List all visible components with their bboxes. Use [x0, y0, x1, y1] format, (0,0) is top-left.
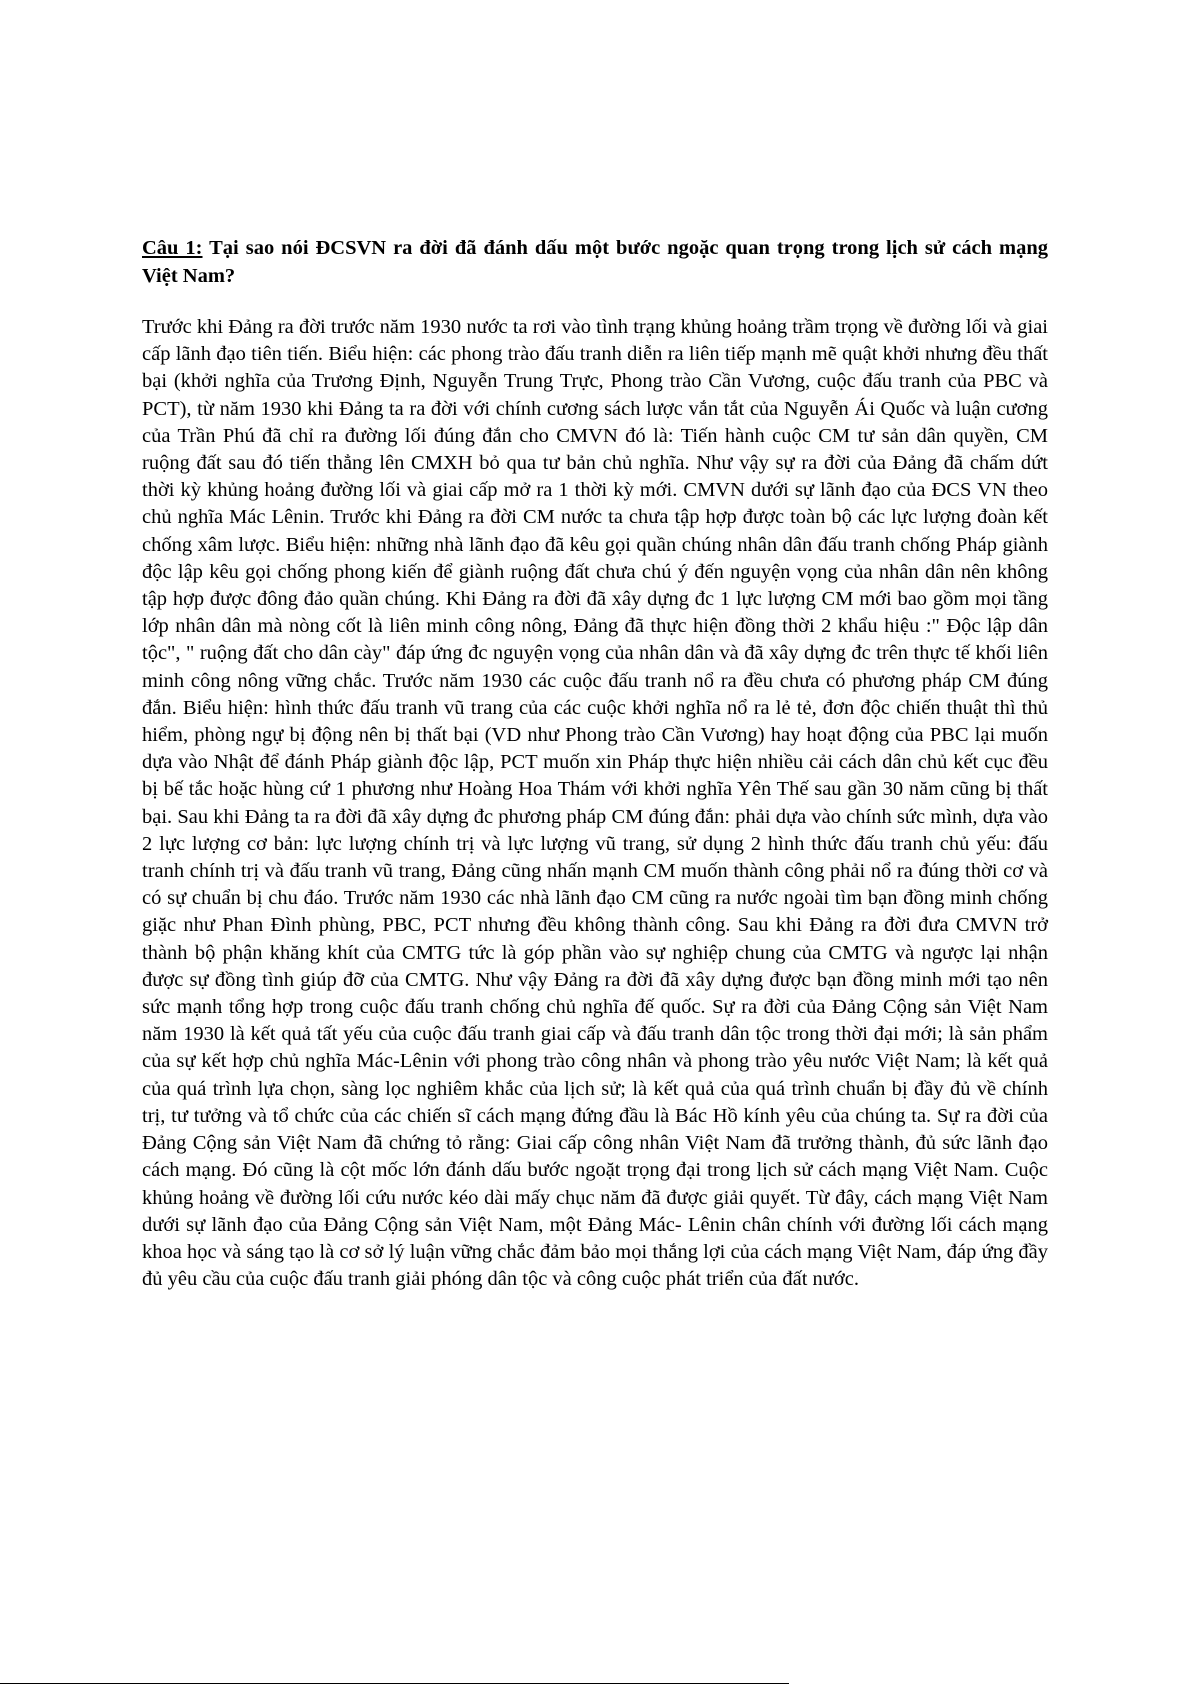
page-footer-rule — [0, 1683, 789, 1684]
answer-paragraph: Trước khi Đảng ra đời trước năm 1930 nước ta rơi vào tình trạng khủng hoảng trầm trọng về đường lối và giai cấp lãnh đạo tiên tiến. Biểu hiện: các phong trào đấu tranh diễn ra liên tiếp mạnh mẽ quật khởi nhưng đều thất bại (khởi nghĩa của Trương Định, Nguyễn Trung Trực, Phong trào Cần Vương, cuộc đấu tranh của PBC và PCT), từ năm 1930 khi Đảng ta ra đời với chính cương sách lược vắn tắt của Nguyễn Ái Quốc và luận cương của Trần Phú đã chỉ ra đường lối đúng đắn cho CMVN đó là: Tiến hành cuộc CM tư sản dân quyền, CM ruộng đất sau đó tiến thẳng lên CMXH bỏ qua tư bản chủ nghĩa. Như vậy sự ra đời của Đảng đã chấm dứt thời kỳ khủng hoảng đường lối và giai cấp mở ra 1 thời kỳ mới. CMVN dưới sự lãnh đạo của ĐCS VN theo chủ nghĩa Mác Lênin. Trước khi Đảng ra đời CM nước ta chưa tập hợp được toàn bộ các lực lượng đoàn kết chống xâm lược. Biểu hiện: những nhà lãnh đạo đã kêu gọi quần chúng nhân dân đấu tranh chống Pháp giành độc lập kêu gọi chống phong kiến để giành ruộng đất chưa chú ý đến nguyện vọng của nhân dân nên không tập hợp được đông đảo quần chúng. Khi Đảng ra đời đã xây dựng đc 1 lực lượng CM mới bao gồm mọi tầng lớp nhân dân mà nòng cốt là liên minh công nông, Đảng đã thực hiện đồng thời 2 khẩu hiệu :" Độc lập dân tộc", " ruộng đất cho dân cày" đáp ứng đc nguyện vọng của nhân dân và đã xây dựng đc trên thực tế khối liên minh công nông vững chắc. Trước năm 1930 các cuộc đấu tranh nổ ra đều chưa có phương pháp CM đúng đắn. Biểu hiện: hình thức đấu tranh vũ trang của các cuộc khởi nghĩa nổ ra lẻ tẻ, đơn độc chiến thuật thì thủ hiểm, phòng ngự bị động nên bị thất bại (VD như Phong trào Cần Vương) hay hoạt động của PBC lại muốn dựa vào Nhật để đánh Pháp giành độc lập, PCT muốn xin Pháp thực hiện nhiều cải cách dân chủ kết cục đều bị bế tắc hoặc hùng cứ 1 phương như Hoàng Hoa Thám với khởi nghĩa Yên Thế sau gần 30 năm cũng bị thất bại. Sau khi Đảng ta ra đời đã xây dựng đc phương pháp CM đúng đắn: phải dựa vào chính sức mình, dựa vào 2 lực lượng cơ bản: lực lượng chính trị và lực lượng vũ trang, sử dụng 2 hình thức đấu tranh chủ yếu: đấu tranh chính trị và đấu tranh vũ trang, Đảng cũng nhấn mạnh CM muốn thành công phải nổ ra đúng thời cơ và có sự chuẩn bị chu đáo. Trước năm 1930 các nhà lãnh đạo CM cũng ra nước ngoài tìm bạn đồng minh chống giặc như Phan Đình phùng, PBC, PCT nhưng đều không thành công. Sau khi Đảng ra đời đưa CMVN trở thành bộ phận khăng khít của CMTG tức là góp phần vào sự nghiệp chung của CMTG và ngược lại nhận được sự đồng tình giúp đỡ của CMTG. Như vậy Đảng ra đời đã xây dựng được bạn đồng minh mới tạo nên sức mạnh tổng hợp trong cuộc đấu tranh chống chủ nghĩa đế quốc. Sự ra đời của Đảng Cộng sản Việt Nam năm 1930 là kết quả tất yếu của cuộc đấu tranh giai cấp và đấu tranh dân tộc trong thời đại mới; là sản phẩm của sự kết hợp chủ nghĩa Mác-Lênin với phong trào công nhân và phong trào yêu nước Việt Nam; là kết quả của quá trình lựa chọn, sàng lọc nghiêm khắc của lịch sử; là kết quả của quá trình chuẩn bị đầy đủ về chính trị, tư tưởng và tổ chức của các chiến sĩ cách mạng đứng đầu là Bác Hồ kính yêu của chúng ta. Sự ra đời của Đảng Cộng sản Việt Nam đã chứng tỏ rằng: Giai cấp công nhân Việt Nam đã trưởng thành, đủ sức lãnh đạo cách mạng. Đó cũng là cột mốc lớn đánh dấu bước ngoặt trọng đại trong lịch sử cách mạng Việt Nam. Cuộc khủng hoảng về đường lối cứu nước kéo dài mấy chục năm đã được giải quyết. Từ đây, cách mạng Việt Nam dưới sự lãnh đạo của Đảng Cộng sản Việt Nam, một Đảng Mác- Lênin chân chính với đường lối cách mạng khoa học và sáng tạo là cơ sở lý luận vững chắc đảm bảo mọi thắng lợi của cách mạng Việt Nam, đáp ứng đầy đủ yêu cầu của cuộc đấu tranh giải phóng dân tộc và công cuộc phát triển của đất nước. — [142, 316, 1048, 1291]
question-heading — [142, 234, 1048, 290]
document-page — [142, 234, 1048, 1293]
question-label: Câu 1: — [142, 237, 203, 259]
question-title: Tại sao nói ĐCSVN ra đời đã đánh dấu một bước ngoặc quan trọng trong lịch sử cách mạng Việt Nam? — [142, 237, 1048, 287]
